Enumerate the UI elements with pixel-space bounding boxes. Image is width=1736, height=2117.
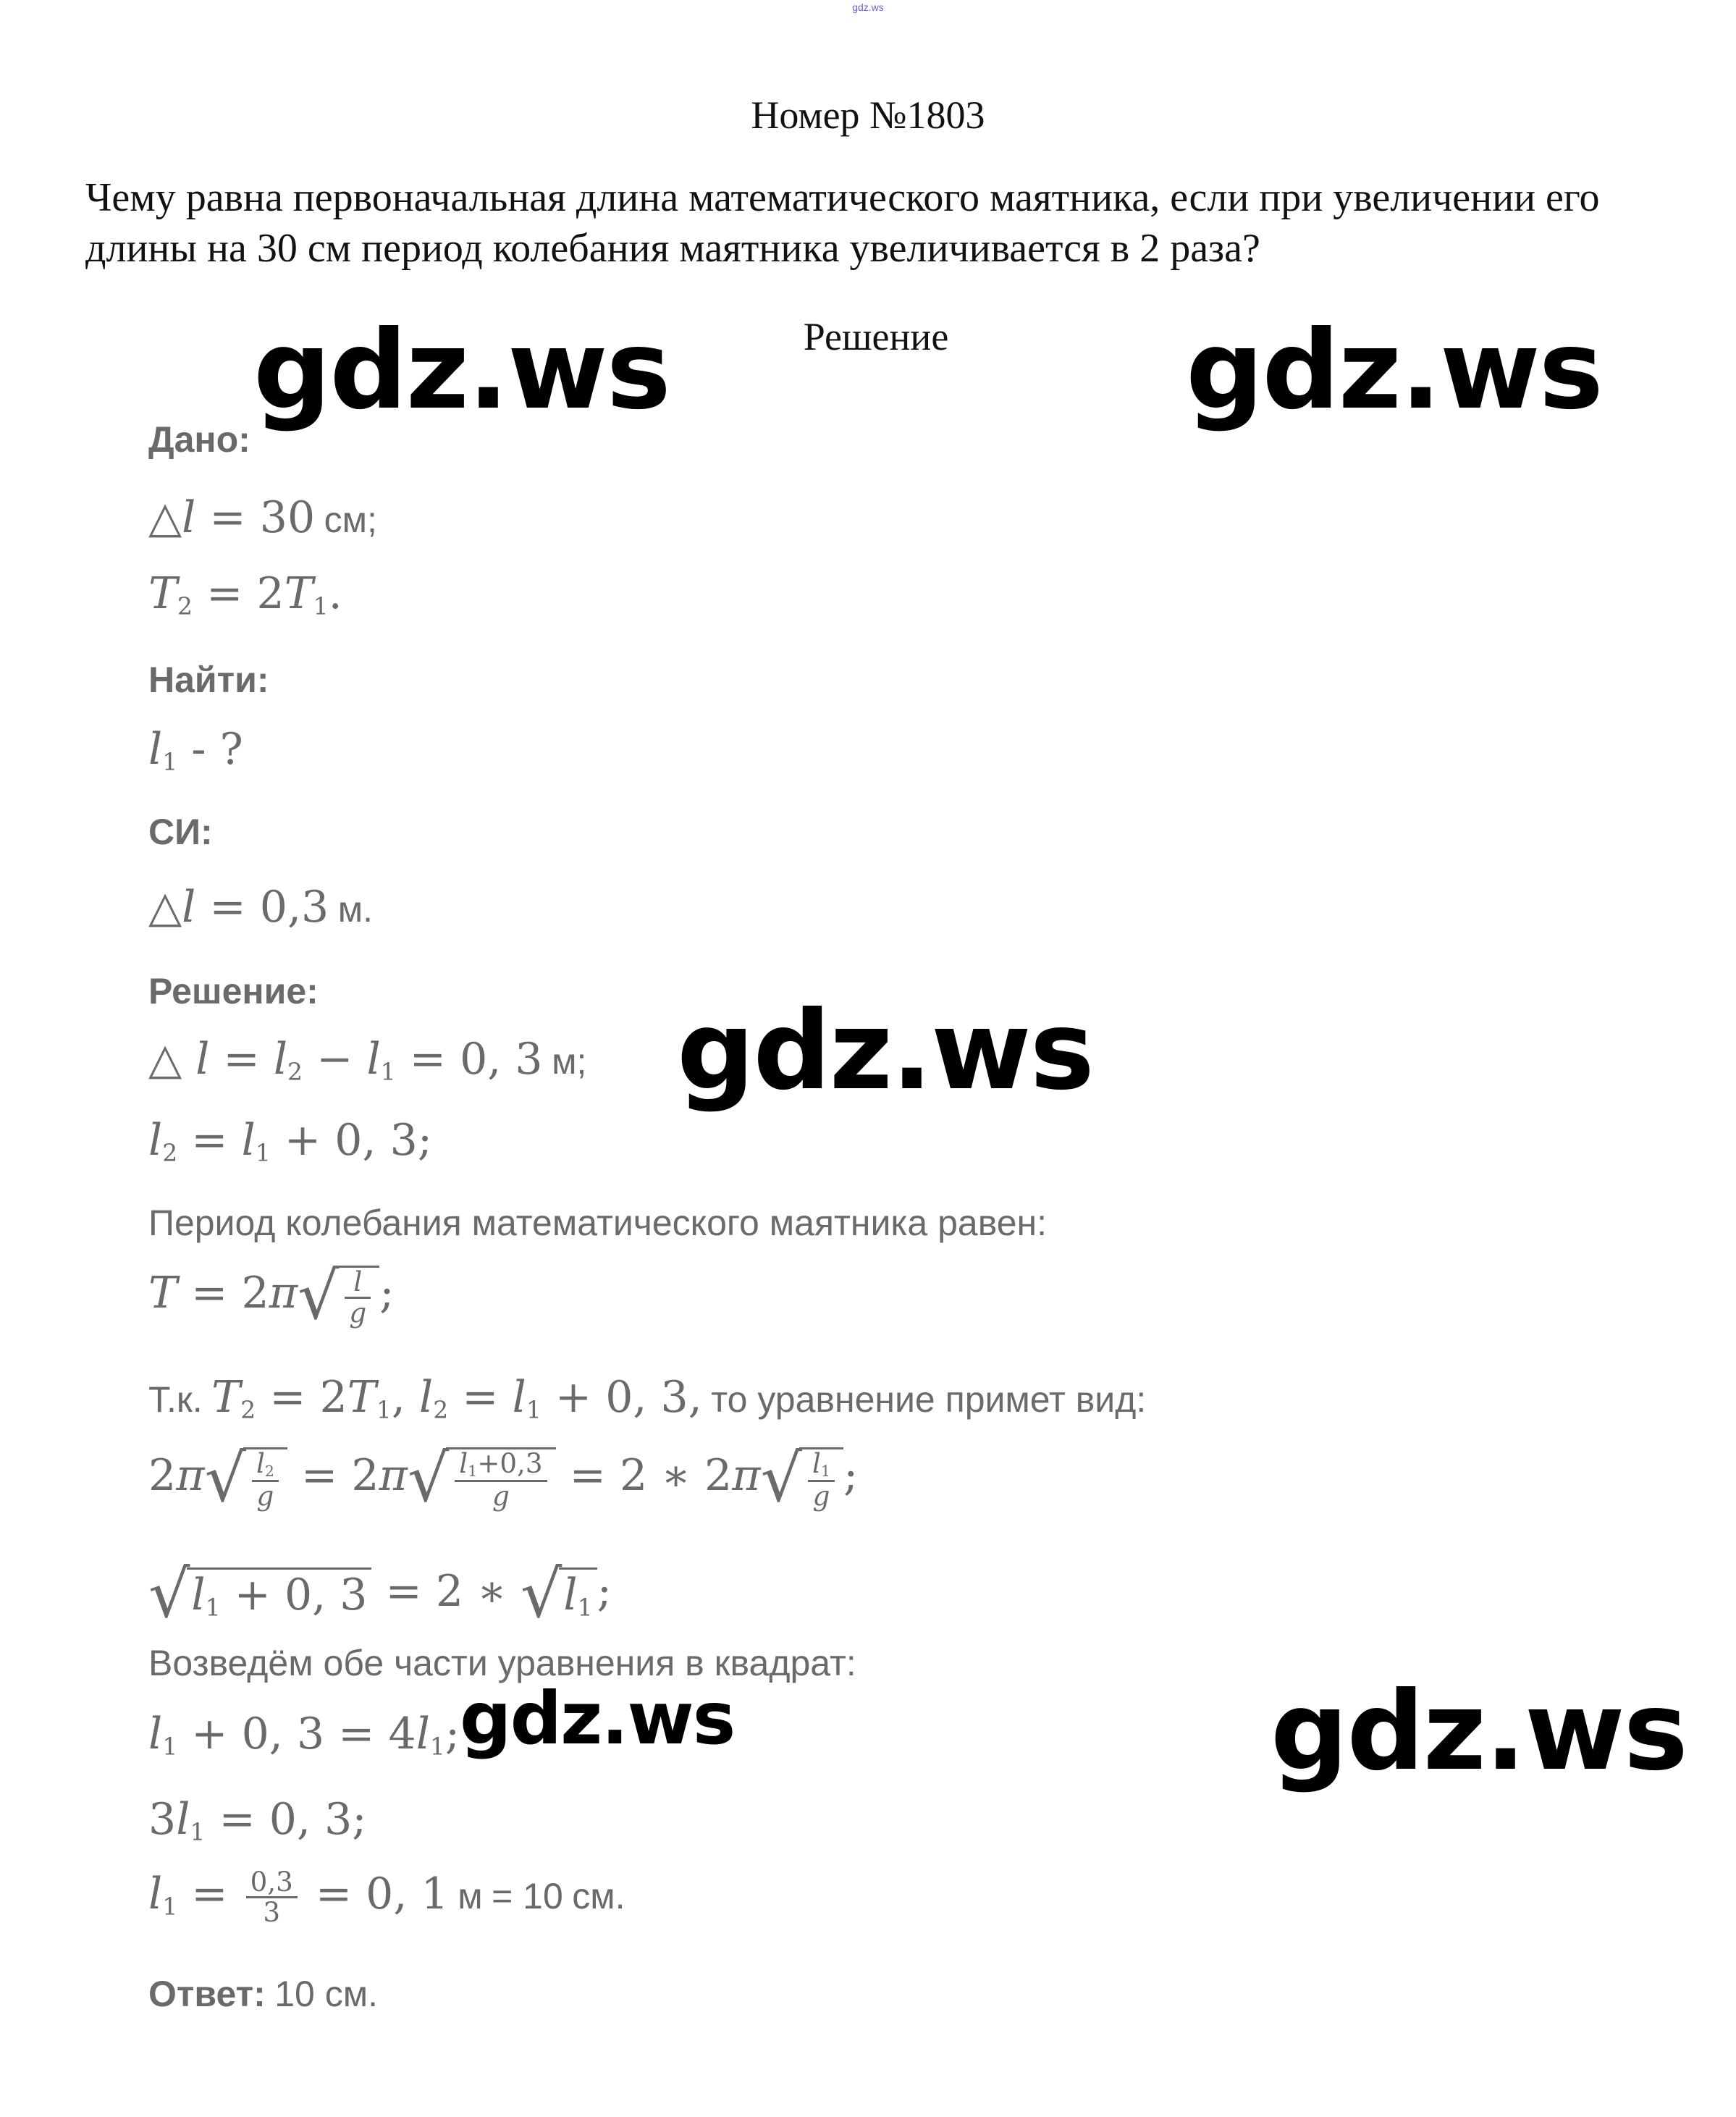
given-line-1 (148, 492, 377, 543)
si-line (148, 882, 373, 933)
find-line (148, 724, 243, 775)
since-suffix: то уравнение примет вид: (711, 1379, 1147, 1420)
math-expression: 2π√ $\frac{l_2}{g}$ = 2π√ $\frac{l_1+0,3}{g}$ = 2 ∗ 2π√ $\frac{l_1}{g}$ ; (148, 1441, 859, 1517)
unit-text: м; (552, 1041, 587, 1082)
result-equals: = 10 (492, 1876, 563, 1917)
watermark: gdz.ws (677, 988, 1093, 1114)
math-expression: $l_1$ - ? (148, 724, 243, 776)
solution-line-1 (148, 1034, 586, 1085)
equation-line (148, 1441, 858, 1517)
solution-header: Решение: (148, 971, 319, 1011)
unit-text: см; (324, 500, 377, 540)
answer-value: 10 см. (274, 1974, 379, 2014)
math-expression: $l_1$ = $\frac{0,3}{3}$ = 0, 1 (148, 1866, 449, 1929)
math-expression: △l = 0,3 (148, 882, 329, 933)
watermark: gdz.ws (1186, 308, 1602, 434)
top-watermark: gdz.ws (852, 1, 884, 13)
math-expression: $√l_1 + 0$, 3 = 2 ∗ $√l_1$ ; (148, 1557, 612, 1633)
math-expression: △l = 30 (148, 492, 316, 543)
period-formula (148, 1258, 394, 1334)
math-expression: △ $l = l_2 - l_1 = 0$, 3 (148, 1034, 543, 1086)
math-expression: $3l_1 = 0$, 3; (148, 1794, 367, 1846)
result-line (148, 1868, 625, 1927)
given-header: Дано: (148, 419, 250, 460)
square-text: Возведём обе части уравнения в квадрат: (148, 1643, 856, 1683)
si-header: СИ: (148, 812, 213, 852)
root-equation-line (148, 1557, 612, 1633)
problem-number-title: Номер №1803 (751, 93, 985, 137)
answer-line (148, 1973, 378, 2015)
since-line (148, 1372, 1146, 1423)
unit-text: м. (337, 889, 373, 930)
find-header: Найти: (148, 660, 269, 700)
squared-line (148, 1709, 460, 1760)
math-expression: $T_2 = 2T_1$, $l_2 = l_1 + 0$, 3, (211, 1372, 702, 1424)
solution-title: Решение (803, 315, 949, 358)
unit-text: м (458, 1876, 483, 1917)
simplified-line (148, 1794, 367, 1845)
math-expression: T = 2π√ $\frac{l}{g}$ ; (148, 1258, 395, 1334)
math-expression: $l_1 + 0$, $3 = 4l_1$; (148, 1709, 460, 1761)
answer-label: Ответ: (148, 1974, 266, 2014)
math-expression: $l_2 = l_1 + 0$, 3; (148, 1115, 432, 1167)
watermark: gdz.ws (1271, 1669, 1687, 1795)
watermark: gdz.ws (460, 1676, 735, 1761)
since-prefix: Т.к. (148, 1379, 203, 1420)
watermark: gdz.ws (253, 308, 670, 434)
period-text: Период колебания математического маятника равен: (148, 1203, 1048, 1243)
solution-line-2 (148, 1115, 432, 1166)
problem-question: Чему равна первоначальная длина математического маятника, если при увеличении его длины на 30 см период колебания маятника увеличивается в 2 раза? (85, 175, 1600, 271)
unit-text: см. (572, 1876, 625, 1917)
given-line-2 (148, 568, 342, 620)
math-expression: $T_2 = 2T_1$. (148, 568, 342, 620)
